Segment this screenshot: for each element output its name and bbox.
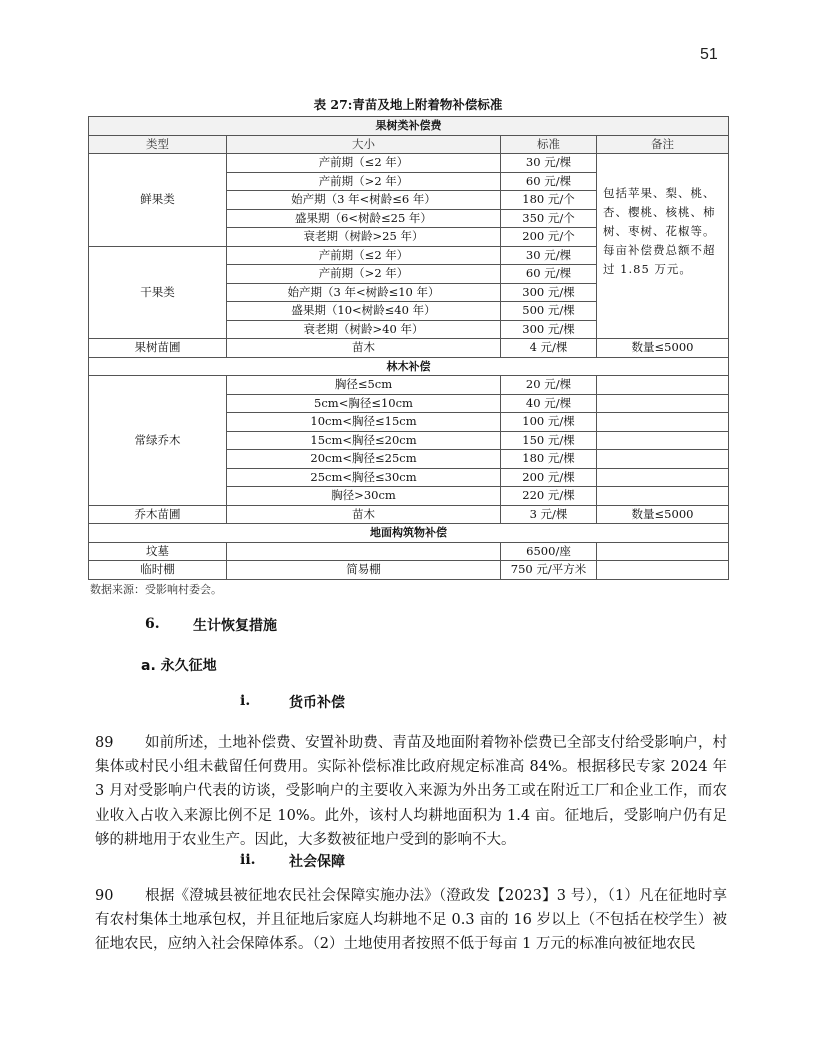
standard-cell: 100 元/棵 [501,413,597,432]
type-cell: 常绿乔木 [89,376,227,506]
size-cell: 胸径≤5cm [227,376,501,395]
compensation-table [88,116,729,580]
paragraph-90 [95,884,727,957]
note-cell [597,468,729,487]
standard-cell: 40 元/棵 [501,394,597,413]
section-row [89,117,729,136]
subsubsection-number: ii. [240,852,256,868]
standard-cell: 3 元/棵 [501,505,597,524]
size-cell: 产前期（≤2 年） [227,154,501,173]
standard-cell: 500 元/棵 [501,302,597,321]
note-cell [597,487,729,506]
section-heading: 生计恢复措施 [193,618,277,634]
paragraph-text: 如前所述，土地补偿费、安置补助费、青苗及地面附着物补偿费已全部支付给受影响户，村集体或村民小组未截留任何费用。实际补偿标准比政府规定标准高 84%。根据移民专家 2024 年 3 月对受影响户代表的访谈，受影响户的主要收入来源为外出务工或在附近工厂和企业工作，而农业收入占收入来源比例不足 10%。此外，该村人均耕地面积为 1.4 亩。征地后，受影响户仍有足够的耕地用于农业生产。因此，大多数被征地户受到的影响不大。 [95,735,727,848]
standard-cell: 750 元/平方米 [501,561,597,580]
table-row [89,561,729,580]
standard-cell: 20 元/棵 [501,376,597,395]
standard-cell: 180 元/棵 [501,450,597,469]
note-cell [597,394,729,413]
fruit-note-cell: 包括苹果、梨、桃、杏、樱桃、核桃、柿树、枣树、花椒等。每亩补偿费总额不超过 1.85 万元。 [597,154,729,339]
size-cell: 简易棚 [227,561,501,580]
type-cell: 乔木苗圃 [89,505,227,524]
subsection-heading: a. 永久征地 [141,658,217,674]
column-header-row [89,135,729,154]
size-cell: 25cm<胸径≤30cm [227,468,501,487]
standard-cell: 180 元/个 [501,191,597,210]
size-cell: 盛果期（10<树龄≤40 年） [227,302,501,321]
note-cell: 数量≤5000 [597,339,729,358]
size-cell: 15cm<胸径≤20cm [227,431,501,450]
section-structures: 地面构筑物补偿 [89,524,729,543]
section-row [89,357,729,376]
column-header-note: 备注 [597,135,729,154]
size-cell: 始产期（3 年<树龄≤10 年） [227,283,501,302]
table-source-note: 数据来源：受影响村委会。 [90,583,222,596]
section-row [89,524,729,543]
type-cell: 干果类 [89,246,227,339]
section-number: 6. [145,616,160,632]
subsubsection-heading: 社会保障 [289,854,345,870]
size-cell: 盛果期（6<树龄≤25 年） [227,209,501,228]
size-cell: 胸径>30cm [227,487,501,506]
standard-cell: 30 元/棵 [501,154,597,173]
subsubsection-number: i. [240,693,251,709]
note-cell [597,376,729,395]
type-cell: 坟墓 [89,542,227,561]
table-row [89,542,729,561]
section-fruit: 果树类补偿费 [89,117,729,136]
column-header-standard: 标准 [501,135,597,154]
note-cell [597,561,729,580]
standard-cell: 150 元/棵 [501,431,597,450]
type-cell: 果树苗圃 [89,339,227,358]
standard-cell: 350 元/个 [501,209,597,228]
size-cell: 5cm<胸径≤10cm [227,394,501,413]
section-forest: 林木补偿 [89,357,729,376]
table-caption: 表 27:青苗及地上附着物补偿标准 [313,97,503,112]
page-number: 51 [700,46,718,63]
size-cell: 苗木 [227,505,501,524]
size-cell: 产前期（>2 年） [227,265,501,284]
size-cell [227,542,501,561]
size-cell: 产前期（≤2 年） [227,246,501,265]
note-cell [597,431,729,450]
note-cell [597,542,729,561]
size-cell: 始产期（3 年<树龄≤6 年） [227,191,501,210]
standard-cell: 6500/座 [501,542,597,561]
column-header-type: 类型 [89,135,227,154]
size-cell: 产前期（>2 年） [227,172,501,191]
standard-cell: 200 元/棵 [501,468,597,487]
subsubsection-heading: 货币补偿 [289,695,345,711]
paragraph-text: 根据《澄城县被征地农民社会保障实施办法》（澄政发【2023】3 号），（1）凡在征地时享有农村集体土地承包权，并且征地后家庭人均耕地不足 0.3 亩的 16 岁以上（不包括在校学生）被征地农民，应纳入社会保障体系。（2）土地使用者按照不低于每亩 1 万元的标准向被征地农民 [95,888,727,953]
standard-cell: 300 元/棵 [501,320,597,339]
table-row [89,154,729,173]
standard-cell: 30 元/棵 [501,246,597,265]
note-cell: 数量≤5000 [597,505,729,524]
size-cell: 衰老期（树龄>25 年） [227,228,501,247]
table-row [89,505,729,524]
paragraph-number: 90 [95,888,114,904]
paragraph-89 [95,731,727,852]
size-cell: 衰老期（树龄>40 年） [227,320,501,339]
note-cell [597,413,729,432]
column-header-size: 大小 [227,135,501,154]
paragraph-number: 89 [95,735,114,751]
type-cell: 临时棚 [89,561,227,580]
size-cell: 苗木 [227,339,501,358]
table-row [89,376,729,395]
size-cell: 20cm<胸径≤25cm [227,450,501,469]
standard-cell: 4 元/棵 [501,339,597,358]
standard-cell: 300 元/棵 [501,283,597,302]
note-cell [597,450,729,469]
standard-cell: 220 元/棵 [501,487,597,506]
standard-cell: 200 元/个 [501,228,597,247]
standard-cell: 60 元/棵 [501,265,597,284]
size-cell: 10cm<胸径≤15cm [227,413,501,432]
standard-cell: 60 元/棵 [501,172,597,191]
type-cell: 鲜果类 [89,154,227,247]
table-row [89,339,729,358]
